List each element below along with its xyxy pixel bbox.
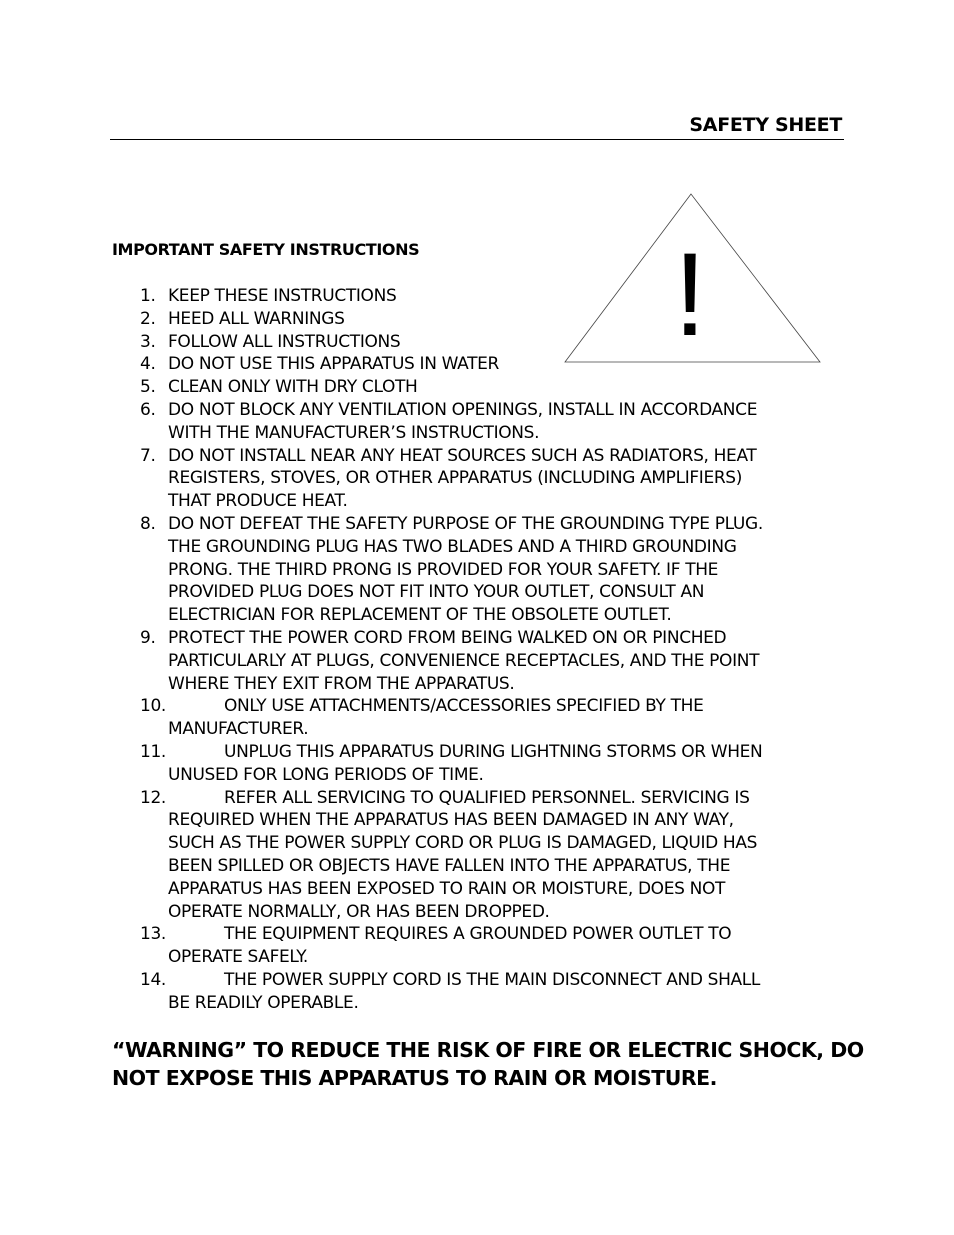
instruction-list xyxy=(140,285,850,1015)
instruction-text-line: PRONG. THE THIRD PRONG IS PROVIDED FOR YOUR SAFETY. IF THE xyxy=(168,559,719,580)
instruction-item xyxy=(140,627,850,695)
instruction-number: 10. xyxy=(140,696,166,717)
instruction-item xyxy=(140,399,850,445)
instruction-number: 9. xyxy=(140,627,156,648)
instruction-text-line: MANUFACTURER. xyxy=(168,719,309,740)
section-heading: IMPORTANT SAFETY INSTRUCTIONS xyxy=(112,240,420,259)
instruction-number: 4. xyxy=(140,354,156,375)
instruction-text-line: KEEP THESE INSTRUCTIONS xyxy=(168,286,397,306)
instruction-text-line: THE GROUNDING PLUG HAS TWO BLADES AND A THIRD GROUNDING xyxy=(168,536,737,557)
instruction-item xyxy=(140,445,850,513)
instruction-number: 8. xyxy=(140,513,156,534)
instruction-text-line: PROTECT THE POWER CORD FROM BEING WALKED ON OR PINCHED xyxy=(168,627,727,648)
instruction-text-line: WITH THE MANUFACTURER’S INSTRUCTIONS. xyxy=(168,422,540,443)
instruction-text-line: UNPLUG THIS APPARATUS DURING LIGHTNING STORMS OR WHEN xyxy=(224,741,763,762)
instruction-text-line: WHERE THEY EXIT FROM THE APPARATUS. xyxy=(168,673,515,694)
instruction-item xyxy=(140,969,850,1015)
instruction-number: 13. xyxy=(140,924,166,945)
instruction-item xyxy=(140,308,850,331)
instruction-text-line: REGISTERS, STOVES, OR OTHER APPARATUS (INCLUDING AMPLIFIERS) xyxy=(168,468,743,489)
instruction-number: 2. xyxy=(140,308,156,329)
warning-text-line: “WARNING” TO REDUCE THE RISK OF FIRE OR ELECTRIC SHOCK, DO xyxy=(112,1038,864,1062)
warning-statement xyxy=(112,1036,864,1092)
instruction-item xyxy=(140,513,850,627)
instruction-item xyxy=(140,285,850,308)
instruction-text-line: BE READILY OPERABLE. xyxy=(168,992,359,1013)
instruction-text-line: THE EQUIPMENT REQUIRES A GROUNDED POWER OUTLET TO xyxy=(224,924,732,945)
instruction-text-line: DO NOT USE THIS APPARATUS IN WATER xyxy=(168,354,500,375)
instruction-number: 1. xyxy=(140,286,156,306)
instruction-text-line: HEED ALL WARNINGS xyxy=(168,308,345,329)
instruction-number: 7. xyxy=(140,445,156,466)
instruction-text-line: THAT PRODUCE HEAT. xyxy=(168,491,348,512)
instruction-item xyxy=(140,353,850,376)
instruction-text-line: ELECTRICIAN FOR REPLACEMENT OF THE OBSOLETE OUTLET. xyxy=(168,605,672,626)
page-title: SAFETY SHEET xyxy=(689,114,842,136)
instruction-text-line: DO NOT BLOCK ANY VENTILATION OPENINGS, INSTALL IN ACCORDANCE xyxy=(168,399,758,420)
instruction-text-line: FOLLOW ALL INSTRUCTIONS xyxy=(168,331,401,352)
instruction-text-line: OPERATE SAFELY. xyxy=(168,947,308,968)
instruction-item xyxy=(140,923,850,969)
exclamation-mark: ! xyxy=(673,229,707,361)
instruction-item xyxy=(140,376,850,399)
instruction-text-line: DO NOT DEFEAT THE SAFETY PURPOSE OF THE GROUNDING TYPE PLUG. xyxy=(168,513,763,534)
warning-text-line: NOT EXPOSE THIS APPARATUS TO RAIN OR MOISTURE. xyxy=(112,1066,717,1090)
instruction-item xyxy=(140,787,850,924)
instruction-item xyxy=(140,695,850,741)
instruction-text-line: OPERATE NORMALLY, OR HAS BEEN DROPPED. xyxy=(168,901,550,922)
header-divider xyxy=(110,139,844,140)
instruction-text-line: PROVIDED PLUG DOES NOT FIT INTO YOUR OUTLET, CONSULT AN xyxy=(168,582,705,603)
instruction-text-line: THE POWER SUPPLY CORD IS THE MAIN DISCONNECT AND SHALL xyxy=(224,969,761,990)
instruction-text-line: BEEN SPILLED OR OBJECTS HAVE FALLEN INTO THE APPARATUS, THE xyxy=(168,855,731,876)
instruction-number: 14. xyxy=(140,969,166,990)
instruction-number: 6. xyxy=(140,399,156,420)
instruction-text-line: UNUSED FOR LONG PERIODS OF TIME. xyxy=(168,764,484,785)
instruction-text-line: ONLY USE ATTACHMENTS/ACCESSORIES SPECIFIED BY THE xyxy=(224,696,704,717)
instruction-number: 5. xyxy=(140,377,156,398)
instruction-item xyxy=(140,331,850,354)
instruction-text-line: SUCH AS THE POWER SUPPLY CORD OR PLUG IS DAMAGED, LIQUID HAS xyxy=(168,833,758,854)
instruction-item xyxy=(140,741,850,787)
instruction-text-line: REFER ALL SERVICING TO QUALIFIED PERSONNEL. SERVICING IS xyxy=(224,787,750,808)
instruction-number: 12. xyxy=(140,787,166,808)
instruction-text-line: REQUIRED WHEN THE APPARATUS HAS BEEN DAMAGED IN ANY WAY, xyxy=(168,810,734,831)
instruction-text-line: PARTICULARLY AT PLUGS, CONVENIENCE RECEPTACLES, AND THE POINT xyxy=(168,650,760,671)
instruction-number: 11. xyxy=(140,741,166,762)
instruction-text-line: CLEAN ONLY WITH DRY CLOTH xyxy=(168,377,418,398)
instruction-number: 3. xyxy=(140,331,156,352)
instruction-text-line: DO NOT INSTALL NEAR ANY HEAT SOURCES SUCH AS RADIATORS, HEAT xyxy=(168,445,757,466)
instruction-text-line: APPARATUS HAS BEEN EXPOSED TO RAIN OR MOISTURE, DOES NOT xyxy=(168,878,726,899)
